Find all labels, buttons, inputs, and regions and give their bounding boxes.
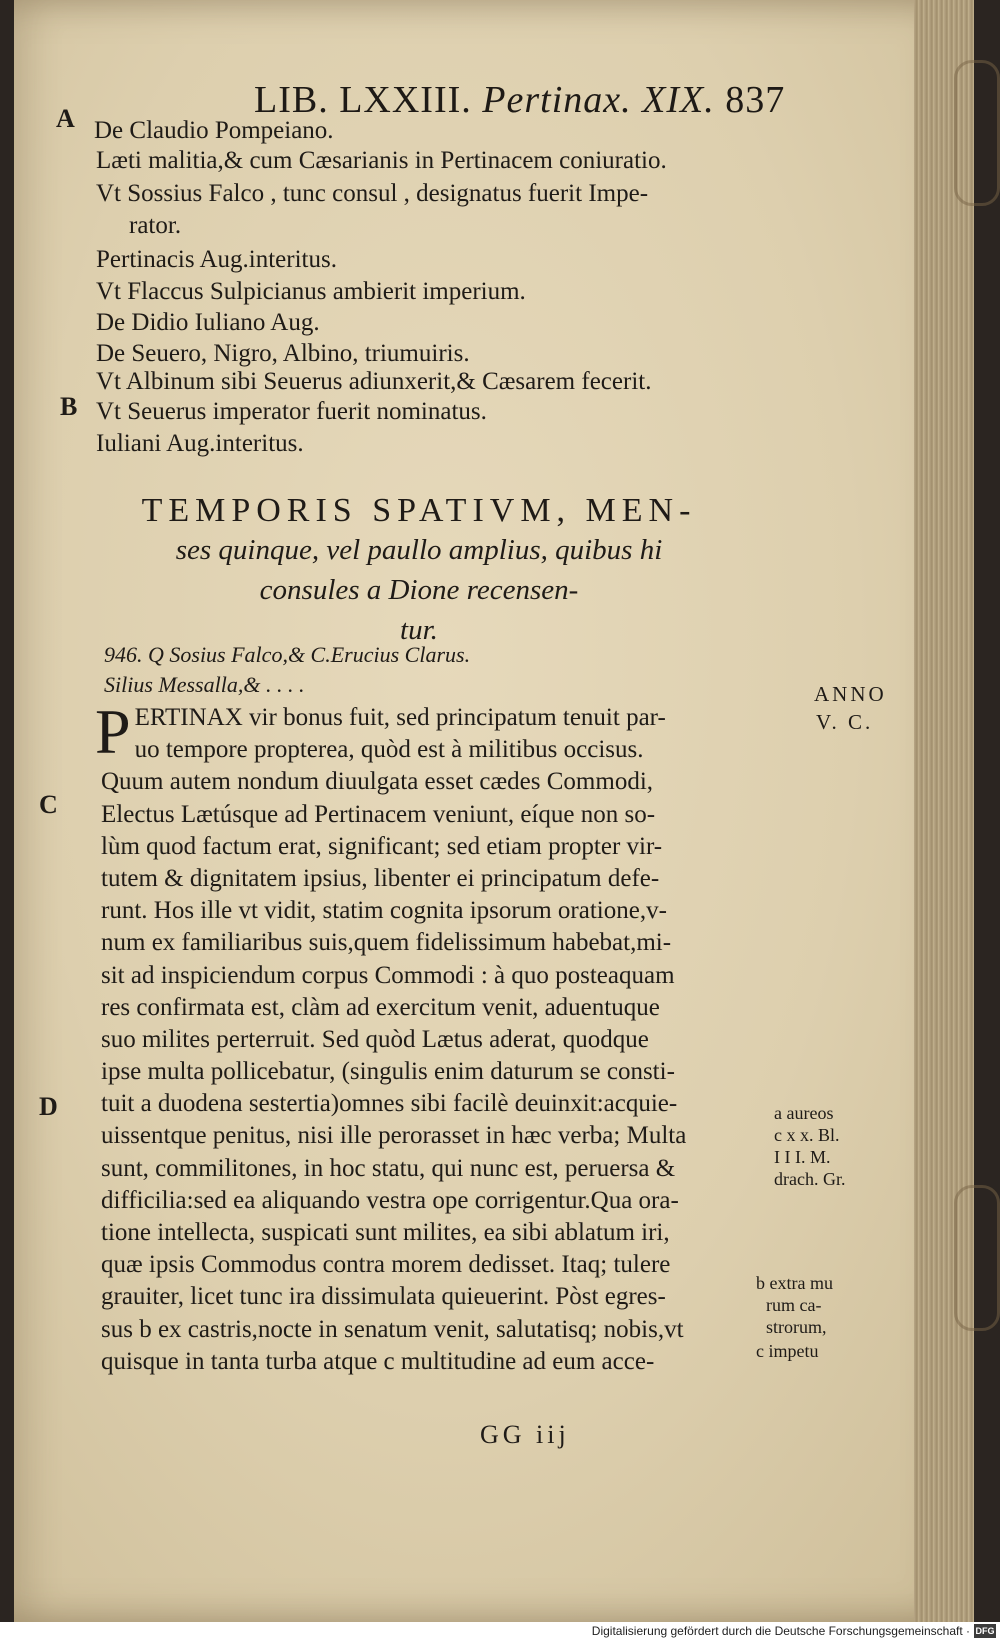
body-line: sit ad inspiciendum corpus Commodi : à quo posteaquam bbox=[101, 961, 675, 989]
body-line: uissentque penitus, nisi ille perorasset in hæc verba; Multa bbox=[101, 1122, 687, 1150]
heading-line: TEMPORIS SPATIVM, MEN- bbox=[141, 492, 697, 529]
side-note-c bbox=[756, 1340, 818, 1362]
section-heading bbox=[94, 492, 744, 650]
margin-letter-a: A bbox=[56, 104, 75, 133]
body-line: suo milites perterruit. Sed quòd Lætus aderat, quodque bbox=[101, 1025, 649, 1053]
body-line: quæ ipsis Commodus contra morem dedisset. Itaq; tulere bbox=[101, 1251, 671, 1279]
body-line: Electus Lætúsque ad Pertinacem veniunt, eíque non so- bbox=[101, 800, 656, 828]
contents-line: De Claudio Pompeiano. bbox=[94, 117, 334, 144]
signature-mark: GG iij bbox=[480, 1420, 570, 1449]
consuls-line: Silius Messalla,& . . . . bbox=[104, 672, 305, 697]
page-edge bbox=[914, 0, 974, 1641]
anno-label: ANNO bbox=[814, 682, 887, 706]
body-line: quisque in tanta turba atque c multitudine ad eum acce- bbox=[101, 1347, 655, 1375]
note-line: a aureos bbox=[774, 1103, 834, 1123]
body-line: grauiter, licet tunc ira dissimulata quieuerint. Pòst egres- bbox=[101, 1283, 666, 1311]
note-line: b extra mu bbox=[756, 1273, 833, 1293]
body-line: lùm quod factum erat, significant; sed etiam propter vir- bbox=[101, 832, 663, 860]
consuls-line: 946. Q Sosius Falco,& C.Erucius Clarus. bbox=[104, 642, 471, 667]
margin-letter-d: D bbox=[39, 1092, 58, 1121]
contents-line: Pertinacis Aug.interitus. bbox=[96, 246, 337, 273]
footer-bar bbox=[0, 1622, 1000, 1641]
dfg-logo: DFG bbox=[975, 1626, 995, 1636]
contents-line: De Didio Iuliano Aug. bbox=[96, 309, 320, 336]
running-head-prefix: LIB. LXXIII. bbox=[254, 79, 472, 121]
contents-line: Vt Sossius Falco , tunc consul , designatus fuerit Impe- bbox=[96, 180, 649, 207]
margin-letter-b: B bbox=[60, 392, 78, 421]
margin-letter-c: C bbox=[39, 790, 58, 819]
body-line: sus b ex castris,nocte in senatum venit, salutatisq; nobis,vt bbox=[101, 1315, 684, 1343]
body-line: num ex familiaribus suis,quem fidelissimum habebat,mi- bbox=[101, 929, 672, 957]
note-line: drach. Gr. bbox=[774, 1169, 846, 1189]
side-note-b bbox=[756, 1272, 833, 1338]
running-head bbox=[254, 78, 785, 122]
clip-mark bbox=[954, 60, 1000, 206]
page-number: 837 bbox=[725, 79, 786, 121]
contents-line: Vt Albinum sibi Seuerus adiunxerit,& Cæsarem fecerit. bbox=[96, 368, 652, 395]
note-line: c x x. Bl. bbox=[774, 1125, 840, 1145]
body-line: res confirmata est, clàm ad exercitum venit, aduentuque bbox=[101, 993, 660, 1021]
body-line: ERTINAX vir bonus fuit, sed principatum tenuit par- bbox=[134, 704, 666, 731]
body-line: ipse multa pollicebatur, (singulis enim daturum se consti- bbox=[101, 1058, 675, 1086]
body-line: uo tempore propterea, quòd est à militibus occisus. bbox=[134, 736, 644, 764]
body-line: tione intellecta, suspicati sunt milites, ea sibi ablatum iri, bbox=[101, 1219, 670, 1246]
body-line: tutem & dignitatem ipsius, libenter ei principatum defe- bbox=[101, 864, 660, 892]
body-line: runt. Hos ille vt vidit, statim cognita ipsorum oratione,v- bbox=[101, 897, 667, 925]
contents-line: Læti malitia,& cum Cæsarianis in Pertinacem coniuratio. bbox=[96, 147, 667, 174]
anno-vc: V. C. bbox=[816, 710, 874, 734]
side-note-a bbox=[774, 1102, 845, 1190]
contents-line: Vt Flaccus Sulpicianus ambierit imperium. bbox=[96, 278, 526, 305]
note-line: c impetu bbox=[756, 1341, 819, 1361]
contents-line: De Seuero, Nigro, Albino, triumuiris. bbox=[96, 340, 470, 367]
body-line: sunt, commilitones, in hoc statu, qui nunc est, peruersa & bbox=[101, 1154, 676, 1182]
heading-line: ses quinque, vel paullo amplius, quibus hi bbox=[175, 534, 663, 566]
clip-mark bbox=[954, 1185, 1000, 1331]
drop-cap: P bbox=[95, 696, 131, 767]
heading-line: tur. bbox=[400, 614, 438, 646]
body-line: Quum autem nondum diuulgata esset cædes Commodi, bbox=[101, 768, 654, 796]
body-line: difficilia:sed ea aliquando vestra ope corrigentur.Qua ora- bbox=[101, 1186, 679, 1214]
contents-line: Iuliani Aug.interitus. bbox=[96, 430, 304, 457]
body-line: tuit a duodena sestertia)omnes sibi facilè deuinxit:acquie- bbox=[101, 1090, 678, 1118]
contents-line: Vt Seuerus imperator fuerit nominatus. bbox=[96, 398, 487, 425]
anno-note bbox=[814, 680, 887, 736]
book-page bbox=[14, 0, 974, 1622]
heading-line: consules a Dione recensen- bbox=[259, 574, 579, 606]
note-line: rum ca- bbox=[766, 1295, 822, 1315]
main-text bbox=[95, 696, 756, 1378]
footer-credit: Digitalisierung gefördert durch die Deutsche Forschungsgemeinschaft · bbox=[591, 1624, 970, 1638]
running-head-title: Pertinax. XIX. bbox=[482, 79, 715, 121]
contents-line: rator. bbox=[129, 212, 182, 239]
note-line: I I I. M. bbox=[774, 1147, 831, 1167]
note-line: strorum, bbox=[766, 1317, 827, 1337]
